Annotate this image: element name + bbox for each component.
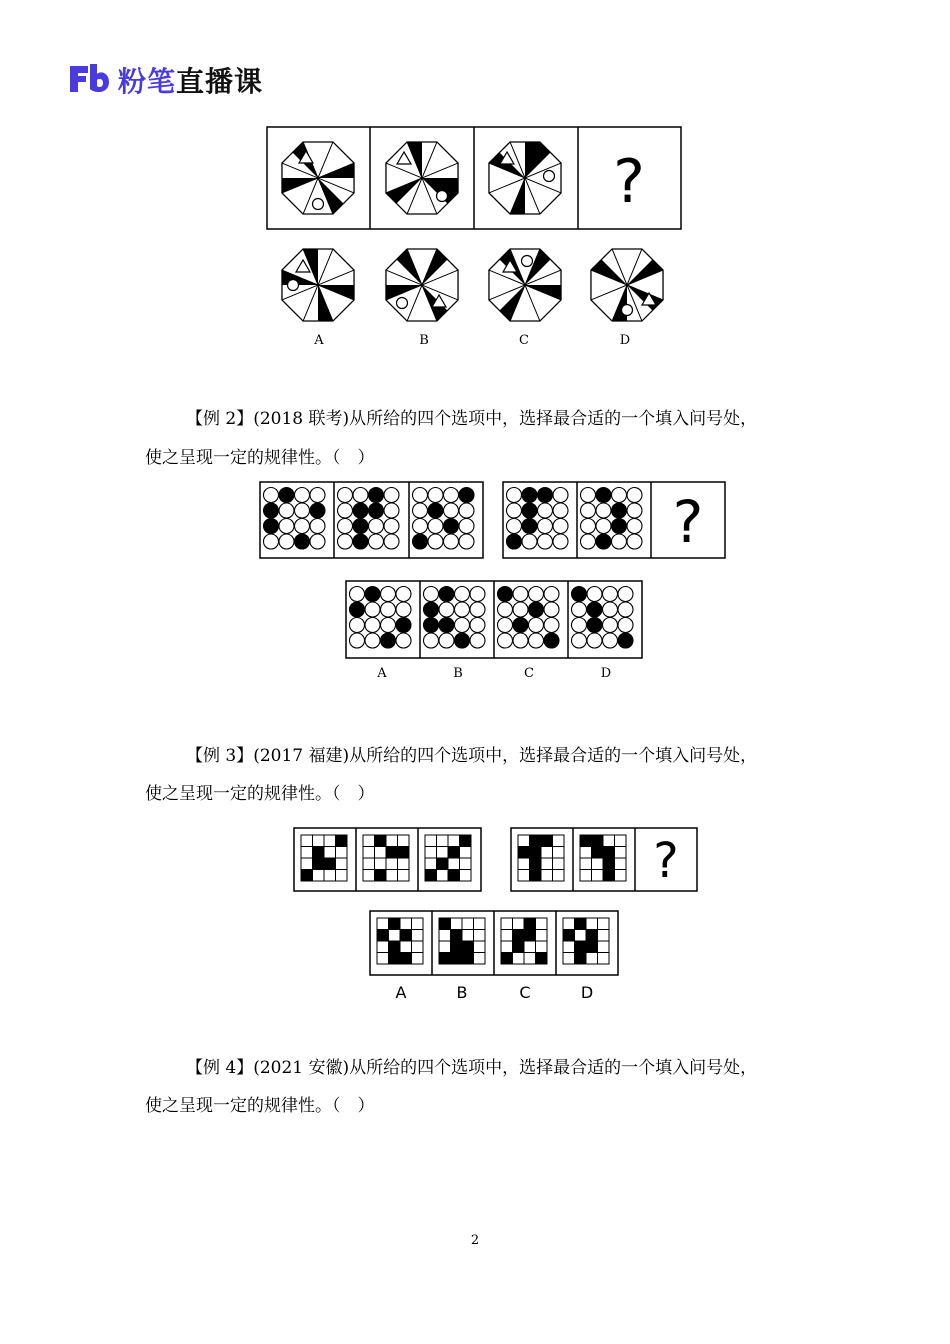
white-cell [412,953,424,965]
white-cell [536,918,548,930]
white-cell [437,835,449,847]
example3-option-b-label: B [456,983,468,1002]
example2-question-mark: ? [672,488,704,556]
example1-question-mark: ? [613,147,645,217]
white-cell [575,930,587,942]
white-cell [437,847,449,859]
white-cell [377,941,389,953]
black-cell [462,941,474,953]
example3-figure-3 [425,835,471,881]
black-cell [462,953,474,965]
white-cell [563,941,575,953]
white-cell [586,918,598,930]
example3-figure-2 [363,835,409,881]
example3-option-b [439,918,485,964]
example3-option-d [563,918,609,964]
white-cell [375,858,387,870]
black-cell [451,930,463,942]
white-cell [598,930,610,942]
white-cell [563,953,575,965]
example3-option-a-label: A [395,983,407,1002]
example3-figure-4 [518,835,564,881]
black-cell [437,858,449,870]
black-cell [524,930,536,942]
black-cell [592,835,604,847]
example2-option-b-label: B [453,666,463,681]
black-cell [389,953,401,965]
white-cell [324,870,336,882]
black-cell [398,847,410,859]
example3-title-line1: 【例 3】(2017 福建)从所给的四个选项中，选择最合适的一个填入问号处， [186,746,758,766]
black-cell [530,847,542,859]
white-cell [324,847,336,859]
white-cell [451,918,463,930]
white-cell [518,870,530,882]
white-cell [386,858,398,870]
white-cell [301,835,313,847]
black-cell [586,941,598,953]
example2-option-d-label: D [600,666,612,681]
white-cell [386,835,398,847]
white-cell [460,847,472,859]
white-cell [553,847,565,859]
black-cell [400,930,412,942]
page-number: 2 [470,1233,480,1248]
black-cell [513,941,525,953]
white-cell [400,918,412,930]
white-cell [448,858,460,870]
black-cell [575,953,587,965]
white-cell [501,941,513,953]
black-cell [530,870,542,882]
white-cell [592,870,604,882]
white-cell [563,918,575,930]
black-cell [460,835,472,847]
white-cell [301,847,313,859]
white-cell [536,941,548,953]
white-cell [513,918,525,930]
white-cell [598,918,610,930]
black-cell [389,941,401,953]
white-cell [400,941,412,953]
black-cell [541,835,553,847]
white-cell [336,858,348,870]
black-cell [513,930,525,942]
example3-option-d-label: D [580,983,594,1002]
white-cell [313,835,325,847]
white-cell [375,847,387,859]
white-cell [580,870,592,882]
black-cell [530,835,542,847]
white-cell [425,858,437,870]
white-cell [363,835,375,847]
white-cell [439,941,451,953]
white-cell [615,870,627,882]
white-cell [524,953,536,965]
black-cell [377,930,389,942]
black-cell [518,847,530,859]
black-cell [439,953,451,965]
brand-part2: 直播课 [176,65,264,98]
black-cell [575,918,587,930]
white-cell [474,941,486,953]
white-cell [501,918,513,930]
black-cell [301,870,313,882]
black-cell [451,941,463,953]
black-cell [603,858,615,870]
black-cell [400,953,412,965]
white-cell [363,847,375,859]
black-cell [524,918,536,930]
white-cell [324,835,336,847]
white-cell [336,870,348,882]
white-cell [460,858,472,870]
white-cell [412,930,424,942]
white-cell [462,930,474,942]
white-cell [518,835,530,847]
white-cell [580,847,592,859]
white-cell [412,918,424,930]
black-cell [425,870,437,882]
white-cell [553,870,565,882]
black-cell [313,847,325,859]
white-cell [598,941,610,953]
black-cell [530,858,542,870]
white-cell [598,953,610,965]
white-cell [313,870,325,882]
white-cell [425,835,437,847]
white-cell [553,858,565,870]
white-cell [586,953,598,965]
white-cell [501,930,513,942]
white-cell [615,858,627,870]
white-cell [398,858,410,870]
white-cell [363,858,375,870]
white-cell [615,847,627,859]
black-cell [375,870,387,882]
black-cell [603,870,615,882]
example3-question-frames [294,828,697,975]
white-cell [553,835,565,847]
example3-figure-1 [301,835,347,881]
black-cell [386,847,398,859]
example1-option-d-label: D [619,333,631,348]
black-cell [586,930,598,942]
black-cell [603,847,615,859]
white-cell [439,930,451,942]
example3-question-mark: ? [653,833,679,889]
white-cell [377,953,389,965]
example2-option-a-label: A [377,666,387,681]
white-cell [474,930,486,942]
white-cell [536,930,548,942]
white-cell [425,847,437,859]
black-cell [592,847,604,859]
white-cell [377,918,389,930]
white-cell [474,953,486,965]
black-cell [324,858,336,870]
example3-option-a [377,918,423,964]
example3-option-c [501,918,547,964]
white-cell [603,835,615,847]
black-cell [448,847,460,859]
black-cell [375,835,387,847]
white-cell [389,930,401,942]
black-cell [575,941,587,953]
black-cell [336,835,348,847]
example4-title-line1: 【例 4】(2021 安徽)从所给的四个选项中，选择最合适的一个填入问号处， [186,1058,758,1078]
black-cell [501,953,513,965]
white-cell [448,835,460,847]
example2-title-line2: 使之呈现一定的规律性。（ ） [145,448,375,468]
white-cell [398,870,410,882]
white-cell [462,918,474,930]
black-cell [580,835,592,847]
black-cell [563,930,575,942]
example3-option-c-label: C [519,983,531,1002]
black-cell [313,858,325,870]
white-cell [513,953,525,965]
white-cell [524,941,536,953]
example1-option-c-label: C [519,333,529,348]
example3-figure-5 [580,835,626,881]
white-cell [541,870,553,882]
example1-option-b-label: B [419,333,429,348]
white-cell [301,858,313,870]
white-cell [474,918,486,930]
black-cell [448,870,460,882]
example2-option-c-label: C [524,666,534,681]
white-cell [386,870,398,882]
brand-part1: 粉笔 [118,65,177,98]
white-cell [412,941,424,953]
black-cell [451,953,463,965]
white-cell [541,858,553,870]
black-cell [389,918,401,930]
white-cell [580,858,592,870]
example2-title-line1: 【例 2】(2018 联考)从所给的四个选项中，选择最合适的一个填入问号处， [186,409,758,429]
example1-option-a-label: A [314,333,324,348]
example4-title-line2: 使之呈现一定的规律性。（ ） [145,1096,375,1116]
white-cell [398,835,410,847]
white-cell [518,858,530,870]
white-cell [592,858,604,870]
white-cell [363,870,375,882]
white-cell [336,847,348,859]
black-cell [439,918,451,930]
white-cell [437,870,449,882]
white-cell [460,870,472,882]
black-cell [536,953,548,965]
white-cell [615,835,627,847]
white-cell [541,847,553,859]
example3-title-line2: 使之呈现一定的规律性。（ ） [145,784,375,804]
